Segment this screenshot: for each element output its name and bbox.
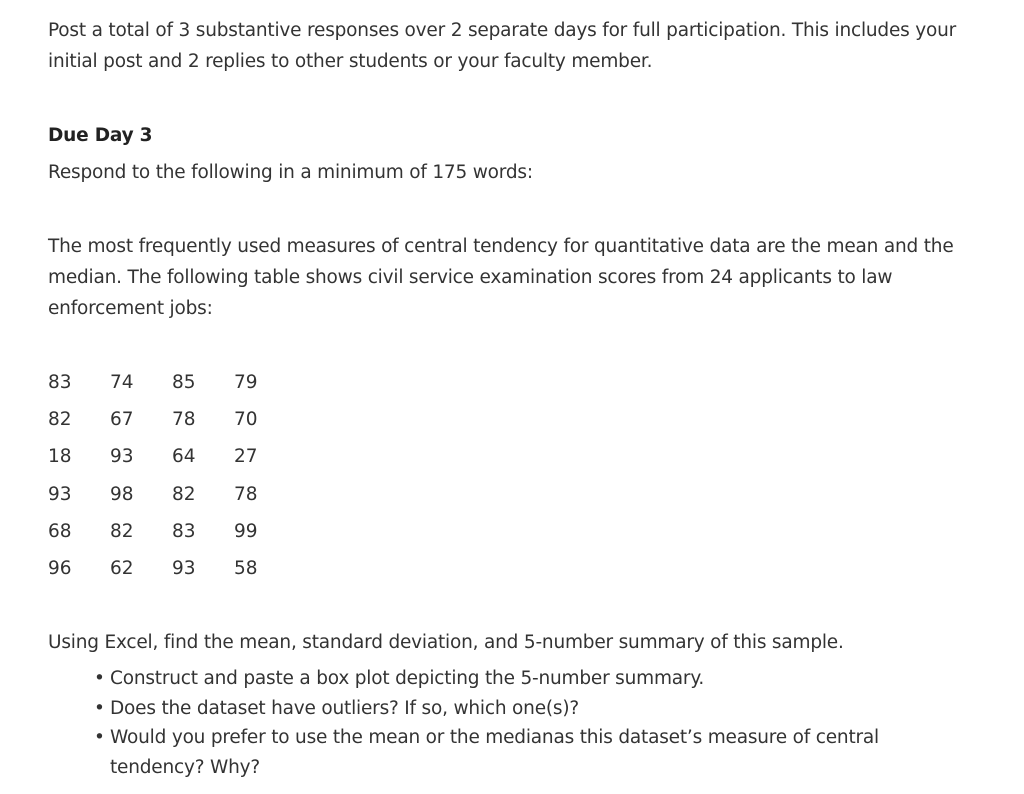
task-text: Construct and paste a box plot depicting the 5-number summary. (110, 668, 705, 689)
central-tendency-paragraph: The most frequently used measures of central tendency for quantitative data are the mean and the median. The following table shows civil service examination scores from 24 applicants to law enforcement jobs: (48, 236, 954, 319)
excel-instruction: Using Excel, find the mean, standard deviation, and 5-number summary of this sample. (48, 632, 844, 653)
bullet-icon: • (94, 697, 105, 719)
score-cell: 27 (234, 446, 258, 468)
task-list (88, 664, 908, 782)
score-cell: 78 (172, 409, 196, 431)
score-cell: 67 (110, 409, 134, 431)
score-cell: 93 (172, 558, 196, 580)
score-cell: 85 (172, 372, 196, 393)
score-cell: 96 (48, 558, 72, 580)
table-row (48, 550, 274, 587)
list-item (88, 664, 908, 694)
score-cell: 98 (110, 483, 134, 505)
bullet-icon: • (94, 727, 105, 748)
score-cell: 99 (234, 520, 258, 542)
exam-scores-table (48, 364, 274, 587)
score-cell: 58 (234, 558, 258, 580)
score-cell: 82 (110, 520, 134, 542)
score-cell: 82 (48, 409, 72, 431)
list-item (88, 694, 908, 724)
score-cell: 70 (234, 409, 258, 431)
score-cell: 78 (234, 483, 258, 505)
score-cell: 83 (48, 372, 72, 393)
table-row (48, 401, 274, 438)
task-text: Does the dataset have outliers? If so, which one(s)? (110, 697, 579, 719)
score-cell: 62 (110, 558, 134, 580)
bullet-icon: • (94, 668, 105, 689)
table-row (48, 476, 274, 513)
task-text: Would you prefer to use the mean or the medianas this dataset’s measure of central tendency? Why? (110, 727, 879, 778)
score-cell: 93 (48, 483, 72, 505)
score-cell: 68 (48, 520, 72, 542)
table-row (48, 513, 274, 550)
table-row (48, 438, 274, 475)
participation-instructions: Post a total of 3 substantive responses over 2 separate days for full participation. This includes your initial post and 2 replies to other students or your faculty member. (48, 20, 957, 72)
score-cell: 79 (234, 372, 258, 393)
word-count-prompt: Respond to the following in a minimum of 175 words: (48, 162, 533, 183)
table-row (48, 364, 274, 401)
score-cell: 18 (48, 446, 72, 468)
score-cell: 83 (172, 520, 196, 542)
list-item (88, 723, 908, 782)
score-cell: 64 (172, 446, 196, 468)
score-cell: 74 (110, 372, 134, 393)
score-cell: 93 (110, 446, 134, 468)
due-day-heading: Due Day 3 (48, 125, 153, 146)
score-cell: 82 (172, 483, 196, 505)
